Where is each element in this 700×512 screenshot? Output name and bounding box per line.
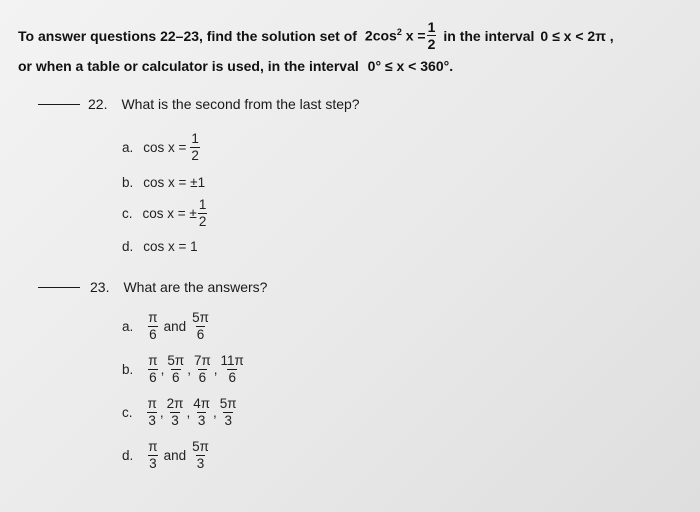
answer-blank-23[interactable] [38,287,80,288]
question-23 [38,279,267,295]
equation-fraction [427,20,437,51]
question-22-text: What is the second from the last step? [121,96,360,112]
fraction [166,397,185,427]
fraction-denominator: 2 [427,36,436,52]
option-letter: c. [122,205,133,221]
fraction-numerator: 5π [192,310,209,325]
fraction-numerator: 7π [193,353,211,368]
option-22d[interactable]: d. cos x = 1 [122,239,198,254]
fraction-denominator: 3 [148,412,156,428]
fraction [147,354,158,384]
option-22c[interactable]: c. cos x = ± $\frac{1}{2}$ [122,197,207,229]
instructions-line-1 [18,20,614,51]
equation: $2\cos^2$ x = [364,27,426,44]
option-23b[interactable] [122,354,246,384]
option-23a[interactable]: a. $\frac{\pi}{6}$ and $\frac{5\pi}{6}$ [122,310,209,342]
question-22 [38,96,360,112]
fraction-numerator: 2π [166,396,184,411]
fraction [192,397,211,427]
option-22c-fraction [198,198,208,228]
fraction-numerator: 5π [219,396,237,411]
option-letter: a. [122,318,134,334]
fraction-denominator: 2 [191,147,199,163]
option-23c[interactable] [122,397,239,427]
fraction-denominator: 6 [149,326,157,342]
option-letter: b. [122,175,134,190]
fraction-separator: , [159,404,164,420]
question-23-text: What are the answers? [123,279,268,295]
fraction-numerator: π [147,396,157,411]
option-23d[interactable]: d. $\frac{\pi}{3}$ and $\frac{5\pi}{3}$ [122,439,209,471]
fraction-numerator: π [148,439,158,454]
answer-blank-22[interactable] [38,104,80,105]
question-23-number: 23. [90,279,110,295]
fraction-separator: , [213,404,217,420]
fraction [191,440,210,470]
fraction-numerator: 1 [191,131,199,146]
fraction-denominator: 3 [197,412,206,428]
fraction [147,311,158,341]
fraction-numerator: 1 [427,19,436,35]
fraction-denominator: 3 [149,455,157,471]
question-22-number: 22. [88,96,108,112]
fraction-denominator: 6 [196,326,205,342]
fraction [147,440,158,470]
instructions-prefix: To answer questions 22–23, find the solution set of [18,27,357,44]
fraction-numerator: 5π [192,439,209,454]
fraction [220,354,245,384]
fraction-denominator: 6 [149,369,157,385]
fraction-numerator: π [148,353,158,368]
fraction-numerator: 11π [220,353,244,368]
fraction-separator: , [160,361,165,377]
option-letter: c. [122,404,133,420]
fraction-separator: , [186,404,191,420]
instructions-line-2 [18,58,453,74]
option-letter: b. [122,361,134,377]
interval-label: in the interval [443,27,535,44]
instructions-line2-prefix: or when a table or calculator is used, in the interval [18,58,359,74]
interval-degrees: 0° ≤ x < 360°. [367,58,454,74]
fraction-denominator: 6 [198,369,207,385]
option-letter: a. [122,139,134,155]
fraction-numerator: π [148,310,158,325]
fraction-denominator: 3 [196,455,205,471]
fraction-separator: , [213,361,218,377]
interval-radians: 0 ≤ x < 2π , [540,27,614,44]
fraction-numerator: 4π [193,396,211,411]
option-22a[interactable]: a. cos x = $\frac{1}{2}$ [122,131,199,163]
fraction-denominator: 3 [171,412,179,428]
fraction [191,311,210,341]
option-22a-fraction [190,132,200,162]
option-letter: d. [122,447,134,463]
fraction [147,397,158,427]
option-22b[interactable]: b. cos x = ±1 [122,175,206,190]
option-letter: d. [122,239,134,254]
fraction [219,397,238,427]
fraction-separator: , [187,361,191,377]
fraction-numerator: 5π [167,353,185,368]
fraction-denominator: 3 [224,412,232,428]
fraction-denominator: 6 [172,369,180,385]
fraction-denominator: 6 [228,369,236,385]
fraction [193,354,212,384]
fraction-numerator: 1 [198,197,207,212]
fraction-denominator: 2 [198,213,207,229]
fraction [166,354,185,384]
